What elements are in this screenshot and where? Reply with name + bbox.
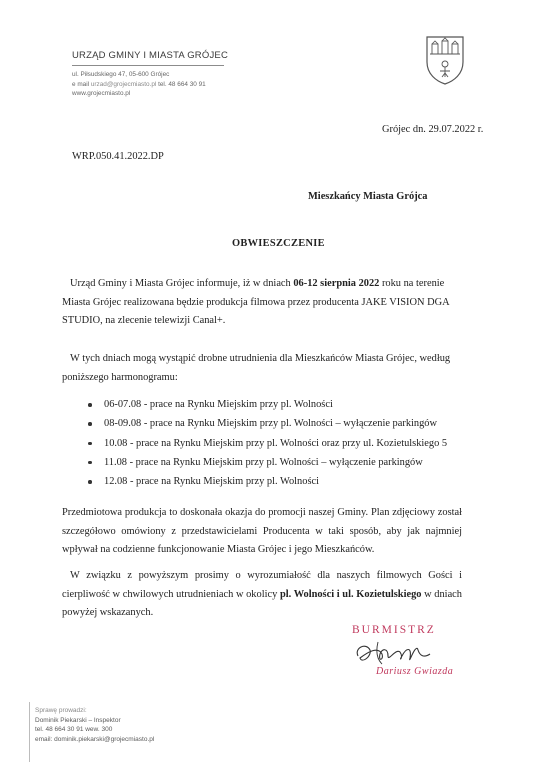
office-email[interactable]: urzad@grojecmiasto.pl bbox=[90, 80, 157, 88]
letterhead bbox=[72, 50, 228, 99]
office-name: URZĄD GMINY I MIASTA GRÓJEC bbox=[72, 50, 229, 61]
footer-email[interactable]: email: dominik.piekarski@grojecmiasto.pl bbox=[35, 736, 155, 744]
bullet-icon bbox=[88, 480, 92, 484]
paragraph4-text-a: W związku z powyższym prosimy o wyrozumiałość dla naszych filmowych Gości i cierpliwość w chwilowych utrudnieniach w okolicy bbox=[62, 570, 462, 600]
schedule-item-text: 10.08 - prace na Rynku Miejskim przy pl. Wolności oraz przy ul. Kozietulskiego 5 bbox=[104, 437, 448, 449]
footer-divider bbox=[29, 702, 30, 762]
paragraph-disruptions: W tych dniach mogą wystąpić drobne utrudnienia dla Mieszkańców Miasta Grójec, według poniższego harmonogramu: bbox=[62, 353, 451, 383]
office-address: ul. Piłsudskiego 47, 05-600 Grójec bbox=[72, 71, 170, 78]
reference-number: WRP.050.41.2022.DP bbox=[72, 151, 164, 162]
footer-person: Dominik Piekarski – Inspektor bbox=[35, 716, 121, 724]
addressee: Mieszkańcy Miasta Grójca bbox=[308, 191, 428, 202]
bullet-icon bbox=[88, 442, 92, 446]
footer-lead: Sprawę prowadzi: bbox=[35, 707, 87, 714]
bullet-icon bbox=[88, 403, 92, 407]
list-item bbox=[88, 453, 488, 472]
list-item bbox=[88, 414, 488, 433]
bullet-icon bbox=[88, 461, 92, 465]
paragraph-announcement bbox=[62, 275, 462, 331]
schedule-item-text: 12.08 - prace na Rynku Miejskim przy pl. Wolności bbox=[104, 476, 319, 488]
paragraph-promotion: Przedmiotowa produkcja to doskonała okazja do promocji naszej Gminy. Plan zdjęciowy został szczegółowo omówiony z przedstawicielami Producenta w taki sposób, aby jak najmniej wpływał na codzienne funkcjonowanie Miasta Grójec i jego Mieszkańców. bbox=[62, 507, 462, 555]
paragraph1-text-b: roku na terenie Miasta Grójec realizowana będzie produkcja filmowa przez producenta JAKE VISION DGA STUDIO, na zlecenie telewizji Canal+. bbox=[62, 278, 450, 326]
schedule-item-text: 06-07.08 - prace na Rynku Miejskim przy pl. Wolności bbox=[104, 399, 333, 410]
footer-phone: tel. 48 664 30 91 wew. 300 bbox=[35, 726, 113, 734]
footer-contact bbox=[35, 706, 154, 745]
paragraph1-text-a: Urząd Gminy i Miasta Grójec informuje, iż w dniach bbox=[70, 278, 294, 289]
schedule-list bbox=[88, 395, 488, 491]
paragraph-request bbox=[62, 567, 462, 623]
signature-block bbox=[352, 624, 472, 686]
paragraph1-dates: 06-12 sierpnia 2022 bbox=[293, 278, 380, 289]
office-website[interactable]: www.grojecmiasto.pl bbox=[72, 90, 131, 98]
bullet-icon bbox=[88, 422, 92, 426]
letterhead-divider bbox=[72, 65, 224, 66]
signature-name: Dariusz Gwiazda bbox=[376, 666, 454, 677]
email-label: e mail bbox=[72, 80, 90, 88]
list-item bbox=[88, 434, 488, 453]
list-item bbox=[88, 472, 488, 491]
paragraph4-text-b: w dniach powyżej wskazanych. bbox=[62, 588, 462, 618]
coat-of-arms-icon bbox=[424, 34, 466, 86]
schedule-item-text: 11.08 - prace na Rynku Miejskim przy pl. Wolności – wyłączenie parkingów bbox=[104, 456, 423, 468]
document-title: OBWIESZCZENIE bbox=[232, 238, 325, 249]
list-item bbox=[88, 395, 488, 414]
paragraph4-location: pl. Wolności i ul. Kozietulskiego bbox=[279, 588, 422, 600]
office-contact bbox=[72, 80, 228, 90]
schedule-item-text: 08-09.08 - prace na Rynku Miejskim przy pl. Wolności – wyłączenie parkingów bbox=[104, 418, 437, 430]
handwritten-signature-icon bbox=[352, 636, 452, 670]
signature-role: BURMISTRZ bbox=[352, 624, 436, 636]
date-line: Grójec dn. 29.07.2022 r. bbox=[382, 124, 484, 135]
office-phone: tel. 48 664 30 91 bbox=[158, 80, 206, 88]
